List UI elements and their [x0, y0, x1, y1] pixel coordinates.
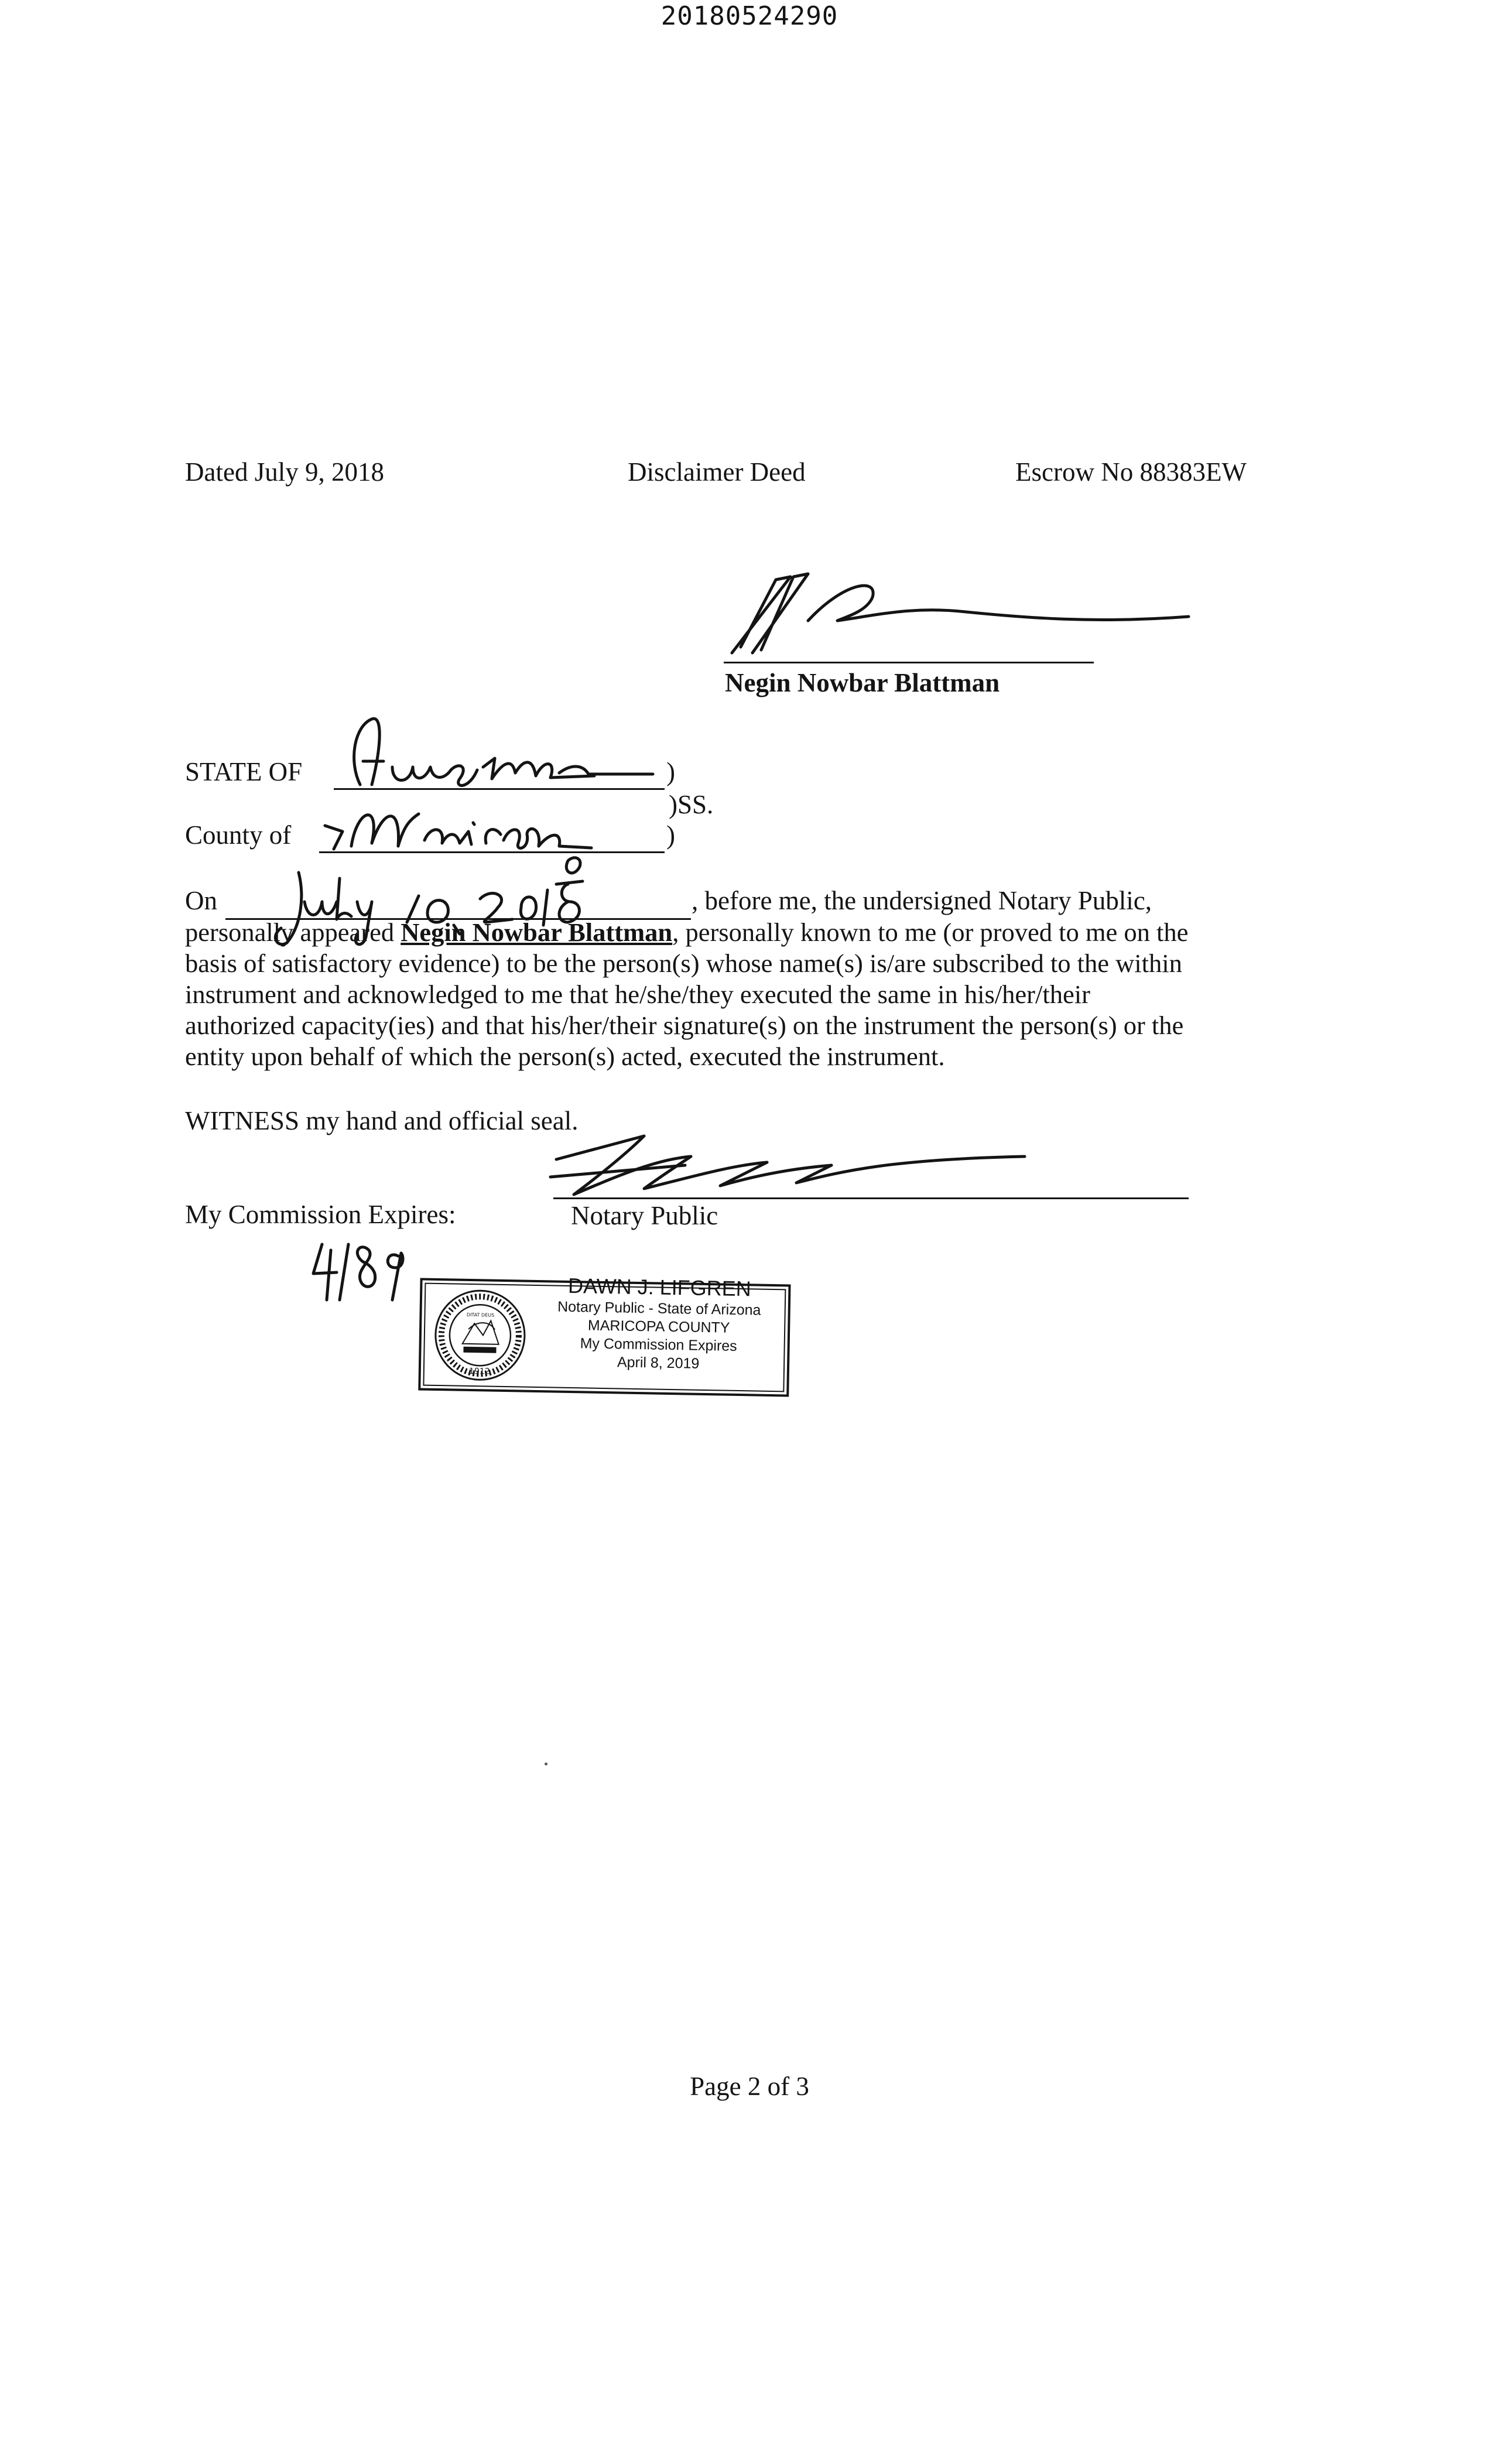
- state-label: STATE OF: [185, 757, 303, 786]
- stamp-line-1: Notary Public - State of Arizona: [557, 1298, 761, 1319]
- page-number: Page 2 of 3: [690, 2072, 809, 2101]
- stamp-line-4: April 8, 2019: [617, 1354, 700, 1372]
- on-label: On: [185, 886, 217, 915]
- grantor-signature: [720, 565, 1200, 668]
- grantor-signature-line: [724, 662, 1094, 663]
- stray-dot: [545, 1763, 547, 1765]
- commission-label: My Commission Expires:: [185, 1200, 456, 1229]
- stamp-line-2: MARICOPA COUNTY: [587, 1317, 730, 1336]
- grantor-name: Negin Nowbar Blattman: [725, 668, 1000, 697]
- ack-line-2: [185, 917, 1251, 948]
- recording-number: 20180524290: [660, 1, 839, 31]
- before-me-text: , before me, the undersigned Notary Public,: [692, 886, 1152, 915]
- stamp-notary-name: DAWN J. LIFGREN: [567, 1273, 752, 1301]
- ack-line-3: basis of satisfactory evidence) to be the person(s) whose name(s) is/are subscribed to the within: [185, 949, 1182, 978]
- state-paren: ): [666, 757, 675, 786]
- notary-signature-line: [553, 1197, 1189, 1199]
- county-label: County of: [185, 820, 292, 850]
- commission-handwriting: [304, 1233, 422, 1309]
- seal-year: 1912: [468, 1366, 490, 1377]
- state-handwriting: [337, 709, 665, 796]
- stamp-line-3: My Commission Expires: [580, 1335, 737, 1354]
- arizona-seal-icon: [433, 1288, 528, 1383]
- personally-appeared: personally appeared: [185, 918, 401, 947]
- ack-line-4: instrument and acknowledged to me that he/she/they executed the same in his/her/their: [185, 980, 1090, 1009]
- notary-stamp: [417, 1268, 792, 1398]
- county-paren: ): [666, 820, 675, 850]
- witness-line: WITNESS my hand and official seal.: [185, 1106, 579, 1135]
- ack-line-5: authorized capacity(ies) and that his/her/their signature(s) on the instrument the person(s) or the: [185, 1011, 1184, 1040]
- notary-public-label: Notary Public: [571, 1201, 718, 1230]
- seal-motto: DITAT DEUS: [466, 1312, 495, 1318]
- personally-known: , personally known to me (or proved to me on the: [672, 918, 1189, 947]
- dated-line: Dated July 9, 2018: [185, 457, 384, 487]
- appeared-name: Negin Nowbar Blattman: [401, 918, 673, 947]
- ack-line-6: entity upon behalf of which the person(s) acted, executed the instrument.: [185, 1042, 945, 1071]
- acknowledgment-paragraph: [185, 917, 1251, 1072]
- document-type: Disclaimer Deed: [628, 457, 806, 487]
- ss-label: )SS.: [669, 790, 714, 819]
- stamp-text-block: [535, 1271, 783, 1374]
- escrow-number: Escrow No 88383EW: [1015, 457, 1247, 487]
